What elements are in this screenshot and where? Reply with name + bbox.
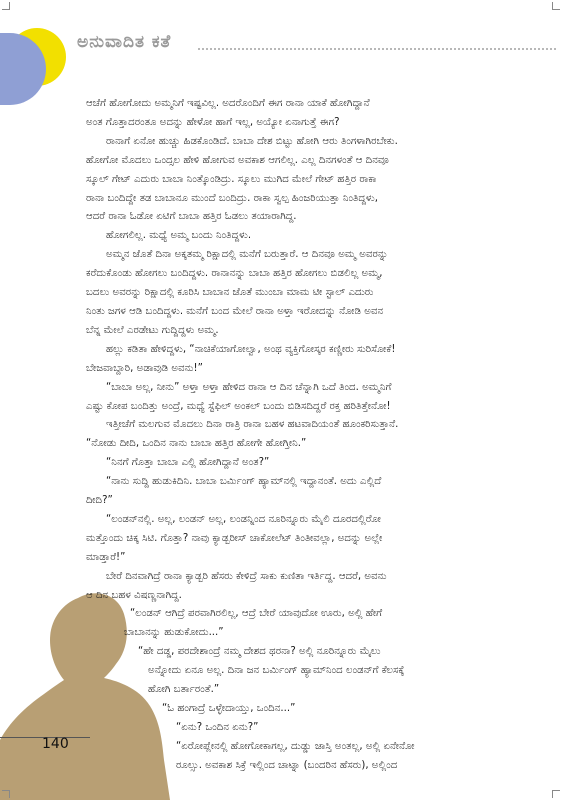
body-line: “ಲಂಡನ್‌ನಲ್ಲಿ. ಅಲ್ಲ, ಲಂಡನ್ ಅಲ್ಲ, ಲಂಡನ್ನಿಂದ ನೂರಿನ್ನೂರು ಮೈಲಿ ದೂರದಲ್ಲಿರೋ	[106, 513, 381, 525]
section-title: ಅನುವಾದಿತ ಕತೆ	[77, 32, 172, 52]
body-line: “ಲಂಡನ್ ಆಗಿದ್ರೆ ಪರವಾಗಿರಲಿಲ್ಲ, ಆದ್ರೆ ಬೇರೆ ಯಾವುದೋ ಊರು, ಅಲ್ಲಿ ಹೇಗೆ	[130, 608, 383, 620]
body-line: “ಬಾಬಾ ಅಲ್ಲ, ನೀನು” ಅಳ್ತಾ ಅಳ್ತಾ ಹೇಳಿದ ರಾನಾ ಆ ದಿನ ಚೆನ್ನಾಗಿ ಒದೆ ತಿಂದ. ಅಮ್ಮನಿಗೆ	[106, 381, 392, 393]
body-line: ಆದರೆ ರಾನಾ ಓಡೋ ಏಟಿಗೆ ಬಾಬಾ ಹತ್ತಿರ ಓಡಲು ತಯಾರಾಗಿದ್ದ.	[86, 211, 297, 223]
body-line: ಮತ್ತೊಂದು ಚಿಕ್ಕ ಸಿಟಿ. ಗೊತ್ತಾ? ನಾವು ಕ್ಯಾಡ್ಬರೀಸ್ ಚಾಕೋಲೆಟ್ ತಿಂತೀವಲ್ಲಾ, ಅದನ್ನು ಅಲ್ಲೇ	[86, 532, 383, 544]
body-line: “ನೋಡು ದೀದಿ, ಒಂದಿನ ನಾನು ಬಾಬಾ ಹತ್ತಿರ ಹೋಗೇ ಹೋಗ್ತೀನಿ.”	[86, 438, 307, 450]
crop-mark	[552, 790, 560, 798]
body-line: ಬೇಜವಾಬ್ದಾರಿ, ಅಡಾವುಡಿ ಅವನು!”	[86, 362, 203, 374]
body-line: ಇತ್ತೀಚೆಗೆ ಮಲಗುವ ಮೊದಲು ದಿನಾ ರಾತ್ರಿ ರಾನಾ ಬಹಳ ಹಟವಾದಿಯಂತೆ ಹೂಂಕರಿಸುತ್ತಾನೆ.	[106, 419, 399, 431]
body-line: ಹೋಗೋ ಮೊದಲು ಒಂದ್ಸಲ ಹೇಳಿ ಹೋಗುವ ಅವಕಾಶ ಆಗಲಿಲ್ಲ. ಎಲ್ಲ ದಿನಗಳಂತೆ ಆ ದಿನವೂ	[86, 154, 389, 166]
header-dotted-rule	[198, 48, 556, 50]
body-line: “ಏರೋಪ್ಲೇನಲ್ಲಿ ಹೋಗೋಕಾಗಲ್ಲ, ದುಡ್ಡು ಜಾಸ್ತಿ ಅಂತಲ್ಲ, ಅಲ್ಲಿ ಏನೇನೋ	[176, 740, 415, 752]
body-line: ಕರೆದುಕೊಂಡು ಹೋಗಲು ಬಂದಿದ್ದಳು. ರಾನಾನನ್ನು ಬಾಬಾ ಹತ್ತಿರ ಹೋಗಲು ಬಿಡಲಿಲ್ಲ ಅಮ್ಮ,	[86, 268, 383, 280]
body-line: ರಾನಾಗೆ ಏನೋ ಹುಚ್ಚು ಹಿಡಕೊಂಡಿದೆ. ಬಾಬಾ ದೇಶ ಬಿಟ್ಟು ಹೋಗಿ ಆರು ತಿಂಗಳಾಗಿರಬೇಕು.	[106, 135, 398, 147]
body-line: “ಓ ಹಂಗಾದ್ರೆ ಒಳ್ಳೇದಾಯ್ತು, ಒಂದಿನ...”	[162, 703, 296, 714]
page-number: 140	[42, 736, 69, 752]
body-line: ಹೋಗಲಿಲ್ಲ. ಮಧ್ಯೆ ಅಮ್ಮ ಬಂದು ನಿಂತಿದ್ದಳು.	[106, 230, 252, 242]
crop-mark	[2, 2, 10, 10]
body-line: ದೀದಿ?”	[86, 495, 113, 507]
crop-mark	[552, 2, 560, 10]
body-line: “ಹೇ ದಡ್ಡ, ಪರದೇಶಾಂದ್ರೆ ನಮ್ಮ ದೇಶದ ಥರನಾ? ಅಲ್ಲಿ ನೂರಿನ್ನೂರು ಮೈಲು	[138, 646, 381, 658]
body-line: ಆ ದಿನ ಬಹಳ ವಿಷಣ್ಣನಾಗಿದ್ದ.	[86, 589, 182, 601]
crop-mark	[2, 790, 10, 798]
body-line: ಬಾಬಾನನ್ನು ಹುಡುಕೋದು...”	[124, 627, 224, 639]
body-line: ಅಂತ ಗೊತ್ತಾದರಂತೂ ಅದನ್ನು ಹೇಳೋ ಹಾಗೆ ಇಲ್ಲ, ಅಯ್ಯೋ ಏನಾಗುತ್ತೆ ಈಗ?	[86, 116, 340, 128]
body-line: ಬದಲು ಅವರನ್ನು ರಿಕ್ಷಾದಲ್ಲಿ ಕೂರಿಸಿ ಬಾಬಾನ ಜೊತೆ ಮುಂಬಾ ಮಾಮ ಟೀ ಸ್ಟಾಲ್ ಎದುರು	[86, 287, 374, 299]
body-line: ಹೋಗಿ ಬರ್ತಾರಂತೆ.”	[148, 684, 220, 696]
body-line: ನಿಂತು ಜಗಳ ಆಡಿ ಬಂದಿದ್ದಳು. ಮನೆಗೆ ಬಂದ ಮೇಲೆ ರಾನಾ ಅಳ್ತಾ ಇರೋದನ್ನು ನೋಡಿ ಅವನ	[86, 305, 384, 317]
body-line: “ಏನು? ಒಂದಿನ ಏನು?”	[176, 721, 259, 733]
body-line: ಮಾಡ್ತಾರೆ!”	[86, 551, 126, 563]
body-line: ಆಚೆಗೆ ಹೋಗೋದು ಅಮ್ಮನಿಗೆ ಇಷ್ಟವಿಲ್ಲ. ಅದರೊಂದಿಗೆ ಈಗ ರಾನಾ ಯಾಕೆ ಹೋಗಿದ್ದಾನೆ	[86, 98, 370, 109]
body-line: “ನಿನಗೆ ಗೊತ್ತಾ ಬಾಬಾ ಎಲ್ಲಿ ಹೋಗಿದ್ದಾನೆ ಅಂತ?”	[106, 457, 270, 469]
body-line: ಬೇರೆ ದಿನವಾಗಿದ್ರೆ ರಾನಾ ಕ್ಯಾಡ್ಬರಿ ಹೆಸರು ಕೇಳಿದ್ರೆ ಸಾಕು ಕುಣಿತಾ ಇರ್ತಿದ್ದ. ಆದರೆ, ಅವನು	[106, 570, 387, 582]
body-line: ಎಷ್ಟು ಕೋಪ ಬಂದಿತ್ತು ಅಂದ್ರೆ, ಮಧ್ಯೆ ಸ್ಟೆಫಿಲ್ ಅಂಕಲ್ ಬಂದು ಬಿಡಿಸದಿದ್ದರೆ ರಕ್ತ ಹರಿತಿತ್ತೇನೋ!	[86, 400, 391, 412]
body-line: “ನಾನು ಸುದ್ದಿ ಹುಡುಕಿದಿನಿ. ಬಾಬಾ ಬರ್ಮಿಂಗ್ ಹ್ಯಾಮ್‌ನಲ್ಲಿ ಇದ್ದಾನಂತೆ. ಅದು ಎಲ್ಲಿದೆ	[106, 476, 382, 488]
body-line: ಹಲ್ಲು ಕಡಿತಾ ಹೇಳಿದ್ದಳು, “ನಾಚಿಕೆಯಾಗೋಲ್ವಾ, ಅಂಥ ವ್ಯಕ್ತಿಗೋಸ್ಕರ ಕಣ್ಣೀರು ಸುರಿಸೋಕೆ!	[106, 343, 396, 355]
body-line: ರಾನಾ ಬಂದಿದ್ದೇ ತಡ ಬಾಬಾನೂ ಮುಂದೆ ಬಂದಿದ್ರು. ರಾಕಾ ಸ್ವಲ್ಪ ಹಿಂಜರಿಯುತ್ತಾ ನಿಂತಿದ್ದಳು,	[86, 192, 378, 204]
body-line: ಸ್ಕೂಲ್ ಗೇಟ್ ಎದುರು ಬಾಬಾ ನಿಂತ್ಕೊಂಡಿದ್ರು. ಸ್ಕೂಲು ಮುಗಿದ ಮೇಲೆ ಗೇಟ್ ಹತ್ತಿರ ರಾಕಾ	[86, 173, 377, 185]
story-body	[86, 95, 542, 776]
body-line: ಅನ್ನೋದು ಏನೂ ಅಲ್ಲ. ದಿನಾ ಜನ ಬರ್ಮಿಂಗ್ ಹ್ಯಾಮ್‌ನಿಂದ ಲಂಡನ್‌ಗೆ ಕೆಲಸಕ್ಕೆ	[148, 665, 405, 677]
body-line: ಅಮ್ಮನ ಜೊತೆ ದಿನಾ ಅಕ್ಕತಮ್ಮ ರಿಕ್ಷಾದಲ್ಲಿ ಮನೆಗೆ ಬರುತ್ತಾರೆ. ಆ ದಿನವೂ ಅಮ್ಮ ಅವರನ್ನು	[106, 249, 389, 261]
body-line: ಬೆನ್ನ ಮೇಲೆ ಎರಡೇಟು ಗುದ್ದಿದ್ದಳು ಅಮ್ಮ.	[86, 324, 219, 336]
body-line: ರೂಲ್ಸು. ಅವಕಾಶ ಸಿಕ್ರೆ ಇಲ್ಲಿಂದ ಚಾಟ್ನಾ (ಬಂದರಿನ ಹೆಸರು), ಅಲ್ಲಿಂದ	[176, 759, 398, 771]
